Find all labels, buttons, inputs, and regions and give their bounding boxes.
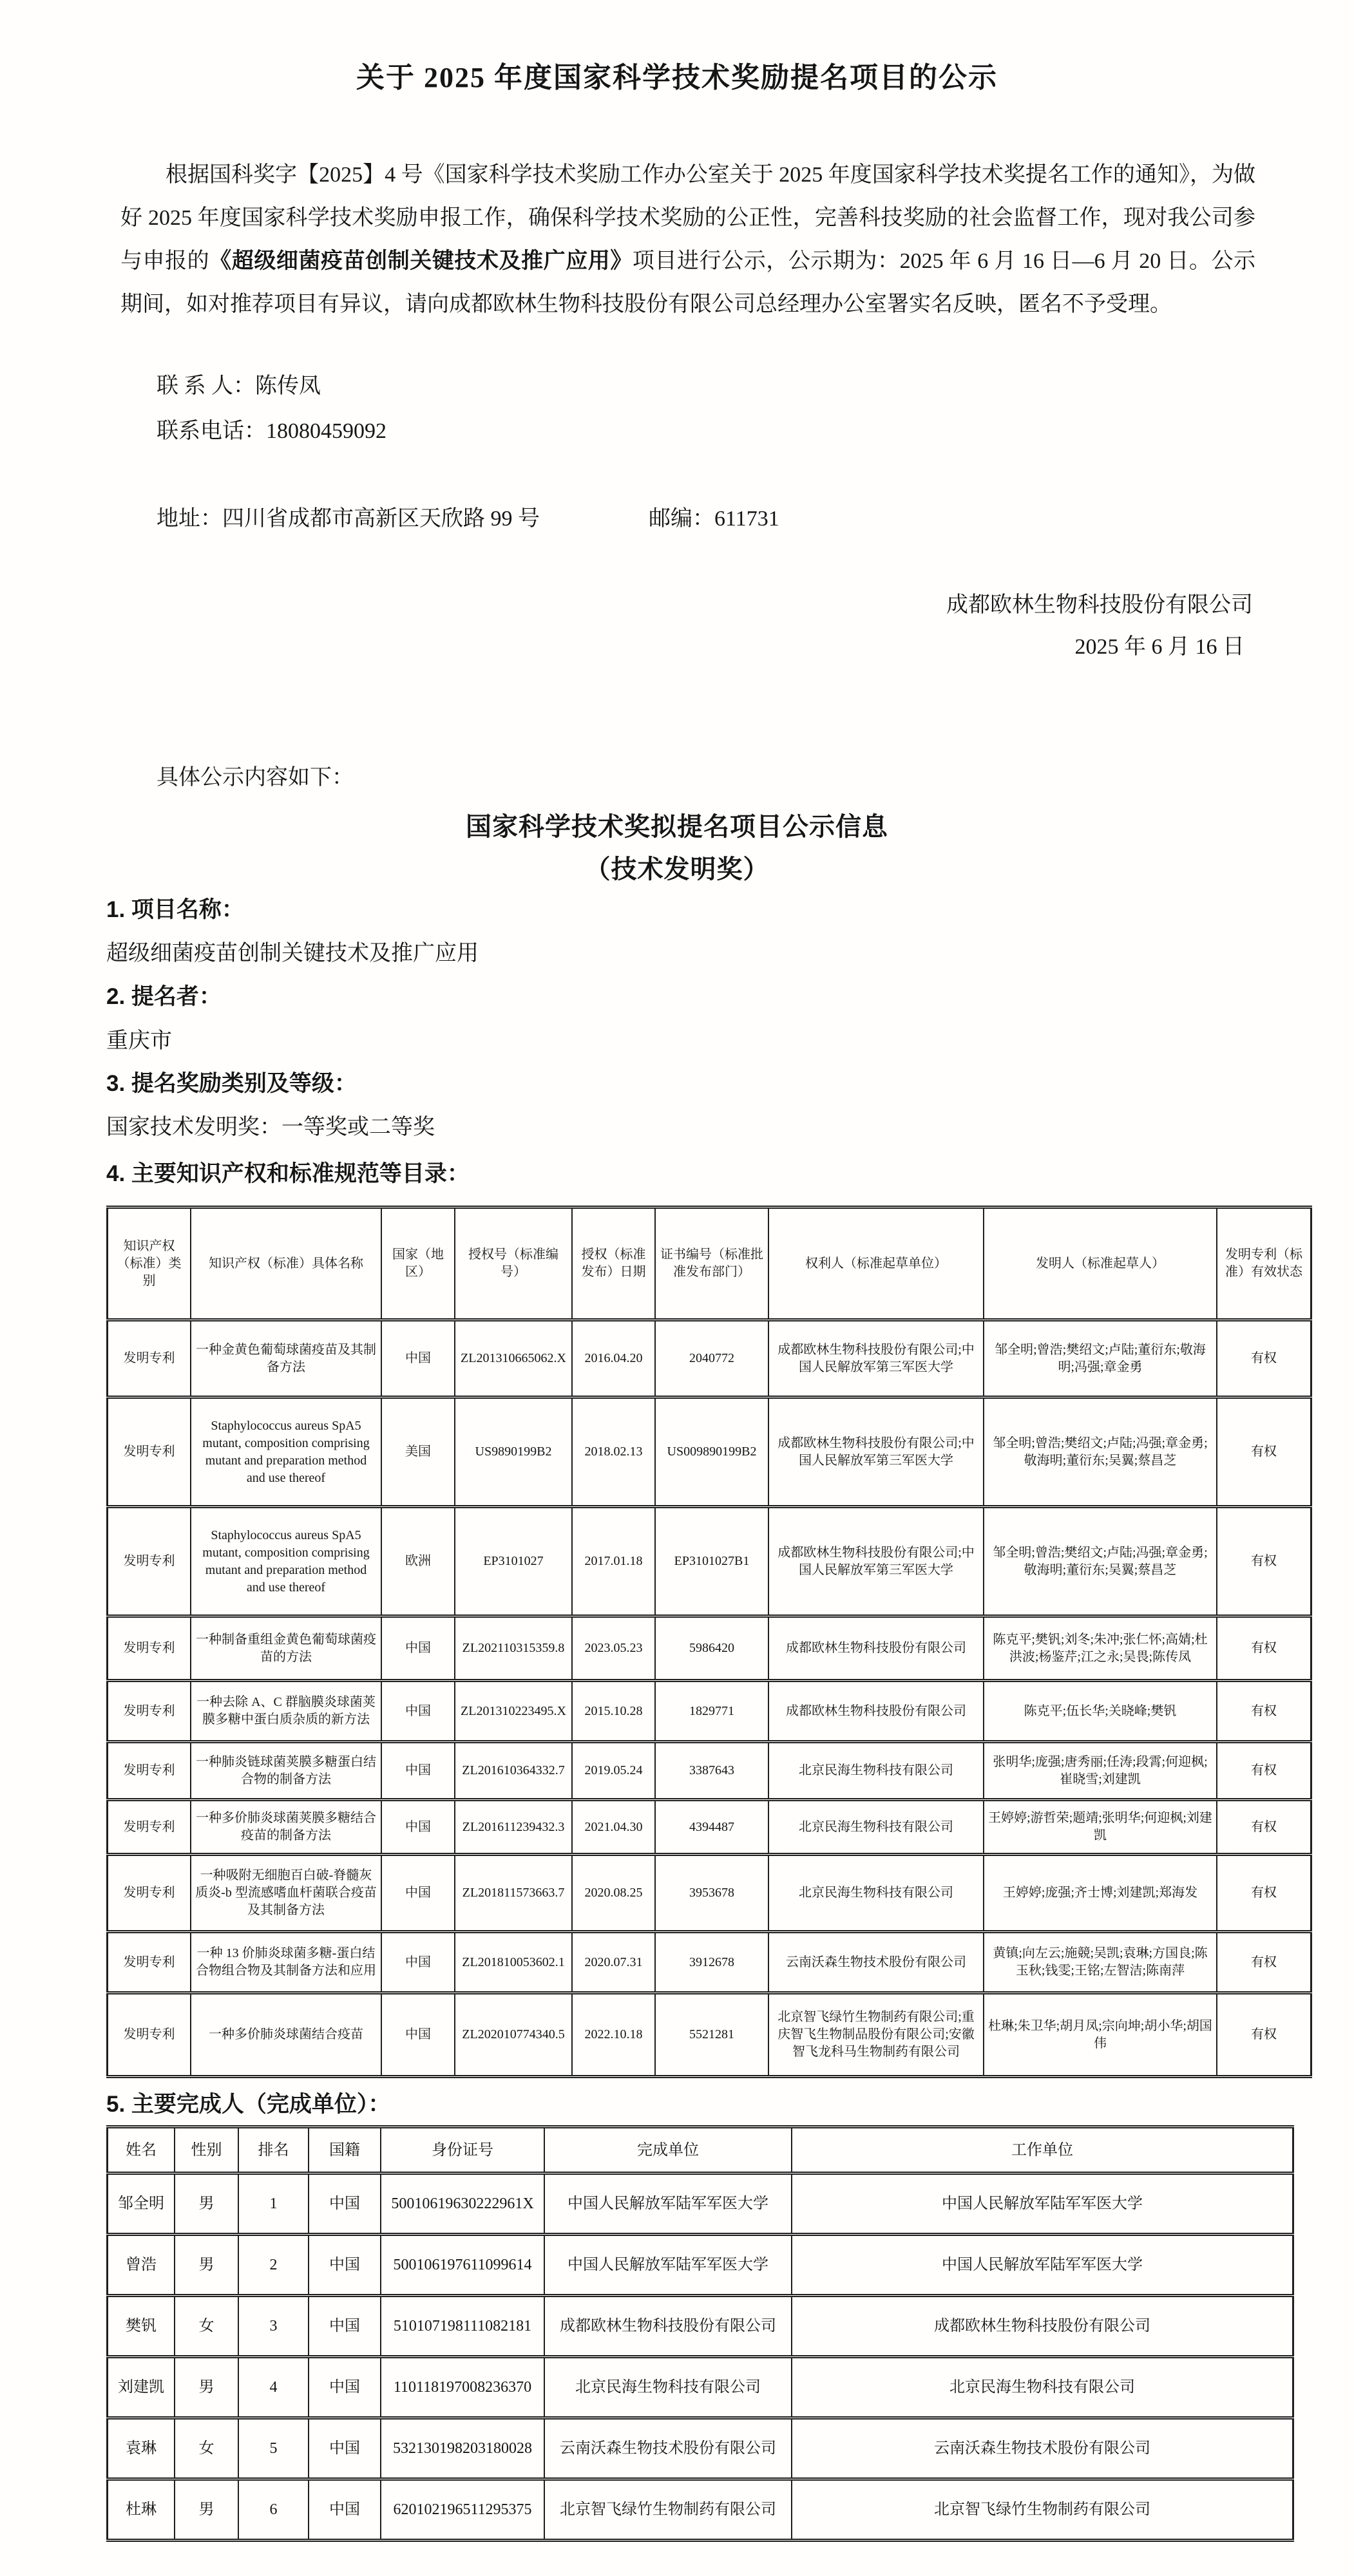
table-cell: 成都欧林生物科技股份有限公司 xyxy=(792,2296,1293,2357)
table-cell: 3387643 xyxy=(655,1742,768,1800)
table-cell: 2020.08.25 xyxy=(572,1855,655,1932)
table-cell: 陈克平;樊钒;刘冬;朱冲;张仁怀;高婧;杜洪波;杨鉴芹;江之永;吴畏;陈传凤 xyxy=(984,1616,1217,1681)
table-row xyxy=(108,1320,1311,1397)
postal-code: 邮编：611731 xyxy=(649,507,779,531)
table-cell: 一种吸附无细胞百白破-脊髓灰质炎-b 型流感嗜血杆菌联合疫苗及其制备方法 xyxy=(191,1855,381,1932)
table-cell: 樊钒 xyxy=(108,2296,175,2357)
table-cell: 杜琳;朱卫华;胡月凤;宗向坤;胡小华;胡国伟 xyxy=(984,1993,1217,2077)
table-cell: 2 xyxy=(238,2235,309,2296)
table-cell: 6 xyxy=(238,2479,309,2541)
announcement-title: 国家科学技术奖拟提名项目公示信息 xyxy=(466,813,888,841)
table-cell: 3912678 xyxy=(655,1932,768,1993)
table-cell: 中国人民解放军陆军军医大学 xyxy=(792,2174,1293,2235)
table-row xyxy=(108,1800,1311,1855)
ip-table-body xyxy=(108,1320,1311,2077)
table-cell: ZL201310223495.X xyxy=(455,1681,572,1742)
column-header: 授权（标准发布）日期 xyxy=(572,1208,655,1320)
table-cell: 2015.10.28 xyxy=(572,1681,655,1742)
company-signature: 成都欧林生物科技股份有限公司 xyxy=(946,593,1253,617)
table-cell: 邹全明;曾浩;樊绍文;卢陆;冯强;章金勇;敬海明;董衍东;吴翼;蔡昌芝 xyxy=(984,1507,1217,1616)
table-row xyxy=(108,1993,1311,2077)
table-cell: 有权 xyxy=(1217,1320,1311,1397)
table-cell: 4 xyxy=(238,2357,309,2418)
table-cell: 有权 xyxy=(1217,1993,1311,2077)
column-header: 发明专利（标准）有效状态 xyxy=(1217,1208,1311,1320)
table-row xyxy=(108,2479,1293,2541)
table-cell: 中国人民解放军陆军军医大学 xyxy=(544,2174,792,2235)
table-cell: 一种 13 价肺炎球菌多糖-蛋白结合物组合物及其制备方法和应用 xyxy=(191,1932,381,1993)
table-cell: 云南沃森生物技术股份有限公司 xyxy=(792,2418,1293,2479)
table-cell: EP3101027 xyxy=(455,1507,572,1616)
table-cell: ZL202010774340.5 xyxy=(455,1993,572,2077)
completers-table-body xyxy=(108,2174,1293,2541)
table-cell: 成都欧林生物科技股份有限公司 xyxy=(544,2296,792,2357)
table-cell: 北京民海生物科技有限公司 xyxy=(792,2357,1293,2418)
table-cell: 有权 xyxy=(1217,1742,1311,1800)
table-cell: 欧洲 xyxy=(381,1507,455,1616)
table-cell: 有权 xyxy=(1217,1932,1311,1993)
table-cell: 发明专利 xyxy=(108,1397,191,1507)
table-cell: 邹全明;曾浩;樊绍文;卢陆;董衍东;敬海明;冯强;章金勇 xyxy=(984,1320,1217,1397)
table-cell: 北京智飞绿竹生物制药有限公司 xyxy=(544,2479,792,2541)
completers-section-heading: 5. 主要完成人（完成单位）： xyxy=(106,2092,391,2117)
section-3-value: 国家技术发明奖：一等奖或二等奖 xyxy=(106,1115,435,1139)
table-cell: 3 xyxy=(238,2296,309,2357)
table-cell: 北京民海生物科技有限公司 xyxy=(768,1800,984,1855)
page-title: 关于 2025 年度国家科学技术奖励提名项目的公示 xyxy=(356,62,998,93)
table-cell: Staphylococcus aureus SpA5 mutant, composition comprising mutant and preparation method and use thereof xyxy=(191,1397,381,1507)
table-cell: 中国 xyxy=(381,1616,455,1681)
table-cell: 有权 xyxy=(1217,1855,1311,1932)
table-cell: 2040772 xyxy=(655,1320,768,1397)
table-cell: 有权 xyxy=(1217,1616,1311,1681)
table-cell: 一种制备重组金黄色葡萄球菌疫苗的方法 xyxy=(191,1616,381,1681)
completers-table-header xyxy=(108,2127,1293,2174)
table-cell: 2017.01.18 xyxy=(572,1507,655,1616)
table-cell: 中国 xyxy=(309,2235,381,2296)
table-cell: 2018.02.13 xyxy=(572,1397,655,1507)
table-cell: ZL201811573663.7 xyxy=(455,1855,572,1932)
table-cell: ZL201611239432.3 xyxy=(455,1800,572,1855)
table-cell: 发明专利 xyxy=(108,1320,191,1397)
table-cell: ZL202110315359.8 xyxy=(455,1616,572,1681)
table-cell: 王婷婷;游哲荣;题靖;张明华;何迎枫;刘建凯 xyxy=(984,1800,1217,1855)
table-cell: 中国 xyxy=(381,1681,455,1742)
table-cell: 532130198203180028 xyxy=(381,2418,544,2479)
table-cell: 3953678 xyxy=(655,1855,768,1932)
table-cell: 男 xyxy=(175,2357,238,2418)
header-row xyxy=(108,1208,1311,1320)
ip-table-header xyxy=(108,1208,1311,1320)
section-2-heading: 2. 提名者： xyxy=(106,984,222,1009)
table-cell: 成都欧林生物科技股份有限公司;中国人民解放军第三军医大学 xyxy=(768,1397,984,1507)
table-cell: US009890199B2 xyxy=(655,1397,768,1507)
table-cell: 2022.10.18 xyxy=(572,1993,655,2077)
table-cell: 一种多价肺炎球菌结合疫苗 xyxy=(191,1993,381,2077)
table-cell: 中国 xyxy=(381,1855,455,1932)
table-row xyxy=(108,1507,1311,1616)
table-cell: 中国 xyxy=(309,2296,381,2357)
table-cell: 5986420 xyxy=(655,1616,768,1681)
table-cell: ZL201310665062.X xyxy=(455,1320,572,1397)
table-row xyxy=(108,2174,1293,2235)
table-cell: 1829771 xyxy=(655,1681,768,1742)
section-1-heading: 1. 项目名称： xyxy=(106,897,244,922)
table-cell: 女 xyxy=(175,2418,238,2479)
table-cell: 50010619630222961X xyxy=(381,2174,544,2235)
table-cell: EP3101027B1 xyxy=(655,1507,768,1616)
table-cell: 黄镇;向左云;施競;吴凯;袁琳;方国良;陈玉秋;钱雯;王铭;左智洁;陈南萍 xyxy=(984,1932,1217,1993)
table-cell: 发明专利 xyxy=(108,1616,191,1681)
table-row xyxy=(108,2418,1293,2479)
contact-person-line: 联 系 人：陈传凤 xyxy=(157,374,321,398)
table-cell: 4394487 xyxy=(655,1800,768,1855)
table-cell: 云南沃森生物技术股份有限公司 xyxy=(544,2418,792,2479)
column-header: 排名 xyxy=(238,2127,309,2174)
table-row xyxy=(108,1855,1311,1932)
column-header: 国籍 xyxy=(309,2127,381,2174)
table-cell: 男 xyxy=(175,2235,238,2296)
table-cell: 发明专利 xyxy=(108,1932,191,1993)
table-row xyxy=(108,1932,1311,1993)
table-cell: 中国 xyxy=(381,1800,455,1855)
table-cell: US9890199B2 xyxy=(455,1397,572,1507)
column-header: 证书编号（标准批准发布部门） xyxy=(655,1208,768,1320)
table-cell: 有权 xyxy=(1217,1507,1311,1616)
table-cell: 袁琳 xyxy=(108,2418,175,2479)
table-cell: 2021.04.30 xyxy=(572,1800,655,1855)
section-1-value: 超级细菌疫苗创制关键技术及推广应用 xyxy=(106,942,479,965)
table-cell: 一种肺炎链球菌荚膜多糖蛋白结合物的制备方法 xyxy=(191,1742,381,1800)
table-cell: 2019.05.24 xyxy=(572,1742,655,1800)
table-cell: 一种多价肺炎球菌荚膜多糖结合疫苗的制备方法 xyxy=(191,1800,381,1855)
intro-paragraph xyxy=(120,153,1255,326)
table-cell: 男 xyxy=(175,2479,238,2541)
table-cell: 中国 xyxy=(309,2174,381,2235)
table-cell: 2020.07.31 xyxy=(572,1932,655,1993)
table-cell: 1 xyxy=(238,2174,309,2235)
address-value: 地址：四川省成都市高新区天欣路 99 号 xyxy=(157,507,540,531)
table-cell: 邹全明 xyxy=(108,2174,175,2235)
table-row xyxy=(108,2235,1293,2296)
table-cell: 有权 xyxy=(1217,1800,1311,1855)
intro-paragraph-post: 项目进行公示，公示期为：2025 年 6 月 16 日—6 月 20 日。公示期间，如对推荐项目有异议，请向成都欧林生物科技股份有限公司总经理办公室署实名反映，匿名不予受理。 xyxy=(120,249,1256,316)
table-cell: 北京智飞绿竹生物制药有限公司 xyxy=(792,2479,1293,2541)
table-cell: 邹全明;曾浩;樊绍文;卢陆;冯强;章金勇;敬海明;董衍东;吴翼;蔡昌芝 xyxy=(984,1397,1217,1507)
column-header: 工作单位 xyxy=(792,2127,1293,2174)
table-row xyxy=(108,1616,1311,1681)
table-cell: Staphylococcus aureus SpA5 mutant, composition comprising mutant and preparation method and use thereof xyxy=(191,1507,381,1616)
column-header: 知识产权（标准）具体名称 xyxy=(191,1208,381,1320)
table-row xyxy=(108,1681,1311,1742)
table-cell: 一种去除 A、C 群脑膜炎球菌荚膜多糖中蛋白质杂质的新方法 xyxy=(191,1681,381,1742)
table-cell: 北京智飞绿竹生物制药有限公司;重庆智飞生物制品股份有限公司;安徽智飞龙科马生物制药有限公司 xyxy=(768,1993,984,2077)
table-cell: 北京民海生物科技有限公司 xyxy=(544,2357,792,2418)
address-line xyxy=(157,506,1058,532)
section-2-value: 重庆市 xyxy=(106,1029,172,1053)
table-cell: 中国 xyxy=(381,1320,455,1397)
table-cell: 110118197008236370 xyxy=(381,2357,544,2418)
table-cell: 发明专利 xyxy=(108,1742,191,1800)
table-cell: ZL201610364332.7 xyxy=(455,1742,572,1800)
table-cell: 男 xyxy=(175,2174,238,2235)
table-cell: 中国 xyxy=(381,1993,455,2077)
column-header: 国家（地区） xyxy=(381,1208,455,1320)
table-cell: 5521281 xyxy=(655,1993,768,2077)
table-cell: 杜琳 xyxy=(108,2479,175,2541)
table-cell: ZL201810053602.1 xyxy=(455,1932,572,1993)
table-cell: 张明华;庞强;唐秀丽;任涛;段霄;何迎枫;崔晓雪;刘建凯 xyxy=(984,1742,1217,1800)
column-header: 知识产权（标准）类别 xyxy=(108,1208,191,1320)
table-cell: 5 xyxy=(238,2418,309,2479)
table-row xyxy=(108,1397,1311,1507)
table-cell: 620102196511295375 xyxy=(381,2479,544,2541)
table-cell: 有权 xyxy=(1217,1681,1311,1742)
signature-date: 2025 年 6 月 16 日 xyxy=(1074,635,1244,659)
table-cell: 中国 xyxy=(381,1742,455,1800)
column-header: 发明人（标准起草人） xyxy=(984,1208,1217,1320)
table-cell: 发明专利 xyxy=(108,1681,191,1742)
table-cell: 陈克平;伍长华;关晓峰;樊钒 xyxy=(984,1681,1217,1742)
table-row xyxy=(108,2357,1293,2418)
table-cell: 510107198111082181 xyxy=(381,2296,544,2357)
table-cell: 发明专利 xyxy=(108,1993,191,2077)
table-cell: 中国 xyxy=(309,2479,381,2541)
table-cell: 美国 xyxy=(381,1397,455,1507)
table-cell: 中国人民解放军陆军军医大学 xyxy=(792,2235,1293,2296)
table-cell: 2016.04.20 xyxy=(572,1320,655,1397)
table-cell: 成都欧林生物科技股份有限公司;中国人民解放军第三军医大学 xyxy=(768,1507,984,1616)
column-header: 性别 xyxy=(175,2127,238,2174)
table-cell: 北京民海生物科技有限公司 xyxy=(768,1742,984,1800)
table-cell: 中国 xyxy=(309,2357,381,2418)
table-cell: 刘建凯 xyxy=(108,2357,175,2418)
intro-paragraph-pre: 根据国科奖字【2025】4 号《国家科学技术奖励工作办公室关于 2025 年度国家科学技术奖提名工作的通知》，为做好 2025 年度国家科学技术奖励申报工作，确保科学技术奖励的公正性，完善科技奖励的社会监督工作，现对我公司参与申报的 xyxy=(120,163,1255,273)
table-cell: 发明专利 xyxy=(108,1507,191,1616)
table-cell: 有权 xyxy=(1217,1397,1311,1507)
table-row xyxy=(108,2296,1293,2357)
contact-phone-line: 联系电话：18080459092 xyxy=(157,419,386,443)
table-cell: 中国 xyxy=(309,2418,381,2479)
table-cell: 中国 xyxy=(381,1932,455,1993)
column-header: 授权号（标准编号） xyxy=(455,1208,572,1320)
table-cell: 一种金黄色葡萄球菌疫苗及其制备方法 xyxy=(191,1320,381,1397)
table-cell: 发明专利 xyxy=(108,1855,191,1932)
table-cell: 成都欧林生物科技股份有限公司 xyxy=(768,1616,984,1681)
table-cell: 500106197611099614 xyxy=(381,2235,544,2296)
table-cell: 云南沃森生物技术股份有限公司 xyxy=(768,1932,984,1993)
project-name-emphasis: 《超级细菌疫苗创制关键技术及推广应用》 xyxy=(209,249,633,273)
table-row xyxy=(108,1742,1311,1800)
table-cell: 中国人民解放军陆军军医大学 xyxy=(544,2235,792,2296)
table-cell: 曾浩 xyxy=(108,2235,175,2296)
column-header: 完成单位 xyxy=(544,2127,792,2174)
table-cell: 北京民海生物科技有限公司 xyxy=(768,1855,984,1932)
column-header: 姓名 xyxy=(108,2127,175,2174)
details-intro: 具体公示内容如下： xyxy=(157,766,354,790)
table-cell: 2023.05.23 xyxy=(572,1616,655,1681)
announcement-subtitle: （技术发明奖） xyxy=(584,855,770,884)
header-row xyxy=(108,2127,1293,2174)
ip-section-heading: 4. 主要知识产权和标准规范等目录： xyxy=(106,1161,470,1186)
table-cell: 王婷婷;庞强;齐士博;刘建凯;郑海发 xyxy=(984,1855,1217,1932)
ip-table xyxy=(106,1206,1312,2078)
table-cell: 女 xyxy=(175,2296,238,2357)
section-3-heading: 3. 提名奖励类别及等级： xyxy=(106,1071,357,1096)
table-cell: 成都欧林生物科技股份有限公司;中国人民解放军第三军医大学 xyxy=(768,1320,984,1397)
completers-table xyxy=(106,2125,1294,2542)
column-header: 身份证号 xyxy=(381,2127,544,2174)
table-cell: 发明专利 xyxy=(108,1800,191,1855)
table-cell: 成都欧林生物科技股份有限公司 xyxy=(768,1681,984,1742)
column-header: 权利人（标准起草单位） xyxy=(768,1208,984,1320)
